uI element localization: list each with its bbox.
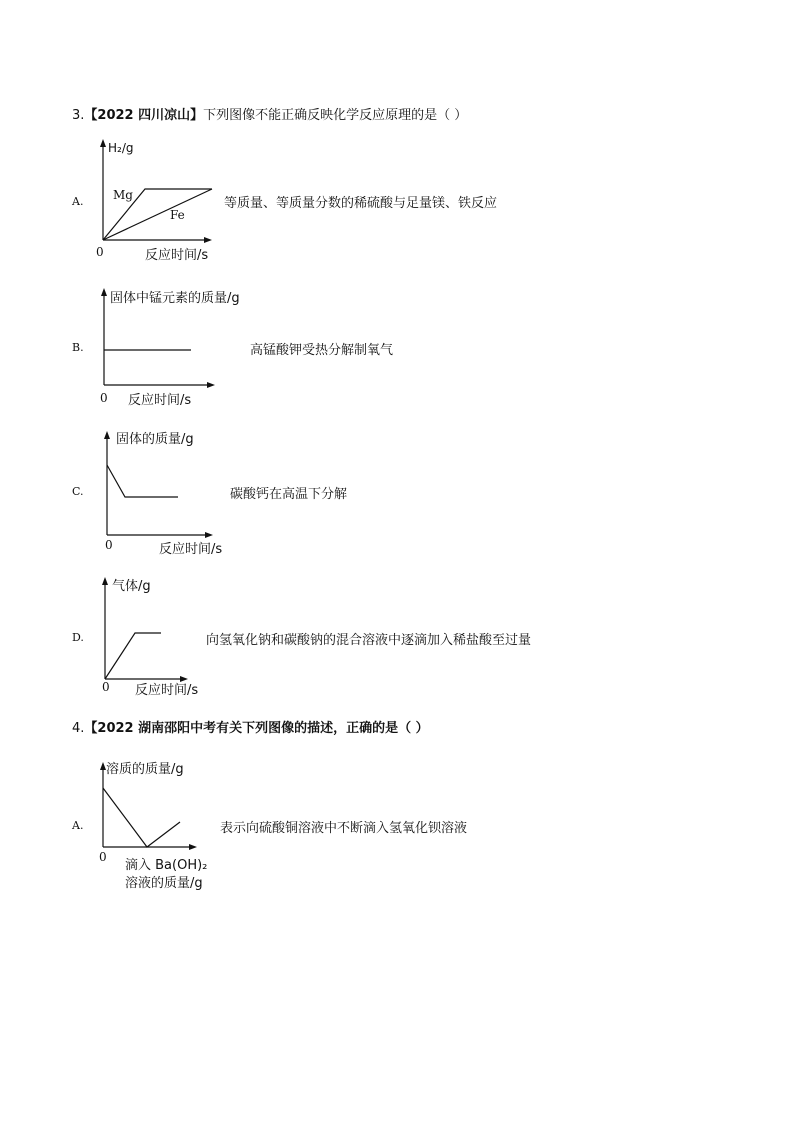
x-axis-label-line2: 溶液的质量/g (125, 876, 203, 891)
graph-4a (92, 757, 222, 897)
question-number: 3. (72, 108, 85, 123)
x-axis-label: 反应时间/s (128, 393, 192, 408)
origin-label: 0 (100, 391, 108, 405)
option-description-3b: 高锰酸钾受热分解制氧气 (250, 343, 394, 358)
mg-label: Mg (113, 188, 133, 202)
x-axis-label: 反应时间/s (135, 683, 199, 698)
y-axis-arrow (104, 431, 110, 439)
y-axis-arrow (100, 139, 106, 147)
graph-3a (90, 135, 230, 265)
origin-label: 0 (105, 538, 113, 552)
option-description-3d: 向氢氧化钠和碳酸钠的混合溶液中逐滴加入稀盐酸至过量 (206, 633, 532, 648)
x-axis-label: 反应时间/s (145, 248, 209, 263)
question-stem: 下列图像不能正确反映化学反应原理的是（ ） (203, 108, 468, 123)
option-description-4a: 表示向硫酸铜溶液中不断滴入氢氧化钡溶液 (220, 821, 468, 836)
option-letter-3d: D. (72, 631, 84, 644)
x-axis-arrow (207, 382, 215, 388)
option-letter-3c: C. (72, 485, 84, 498)
question-3-title (72, 104, 467, 123)
solute-mass-curve (103, 788, 180, 847)
y-axis-label: 气体/g (112, 579, 151, 594)
option-description-3a: 等质量、等质量分数的稀硫酸与足量镁、铁反应 (224, 196, 498, 211)
y-axis-arrow (101, 288, 107, 296)
x-axis-arrow (204, 237, 212, 243)
option-letter-3b: B. (72, 341, 84, 354)
x-axis-arrow (180, 676, 188, 682)
option-letter-3a: A. (72, 195, 84, 208)
graph-3b (90, 283, 250, 413)
origin-label: 0 (96, 245, 104, 259)
question-4-title (72, 717, 429, 736)
option-letter-4a: A. (72, 819, 84, 832)
y-axis-label: 溶质的质量/g (106, 762, 184, 777)
y-axis-label: 固体中锰元素的质量/g (110, 291, 240, 306)
gas-curve (105, 633, 161, 679)
x-axis-label-line1: 滴入 Ba(OH)₂ (125, 858, 208, 873)
fe-label: Fe (170, 208, 185, 222)
y-axis-label: H₂/g (108, 141, 134, 155)
x-axis-arrow (205, 532, 213, 538)
question-source: 【2022 四川凉山】 (84, 108, 204, 123)
origin-label: 0 (102, 680, 110, 694)
solid-mass-curve (107, 465, 178, 497)
y-axis-arrow (102, 577, 108, 585)
question-number: 4. (72, 721, 85, 736)
origin-label: 0 (99, 850, 107, 864)
question-source: 【2022 湖南邵阳中考有关下列图像的描述，正确的是（ ） (84, 721, 429, 736)
y-axis-label: 固体的质量/g (116, 432, 194, 447)
graph-3d (92, 573, 222, 703)
x-axis-arrow (189, 844, 197, 850)
option-description-3c: 碳酸钙在高温下分解 (230, 487, 348, 502)
x-axis-label: 反应时间/s (159, 542, 223, 557)
